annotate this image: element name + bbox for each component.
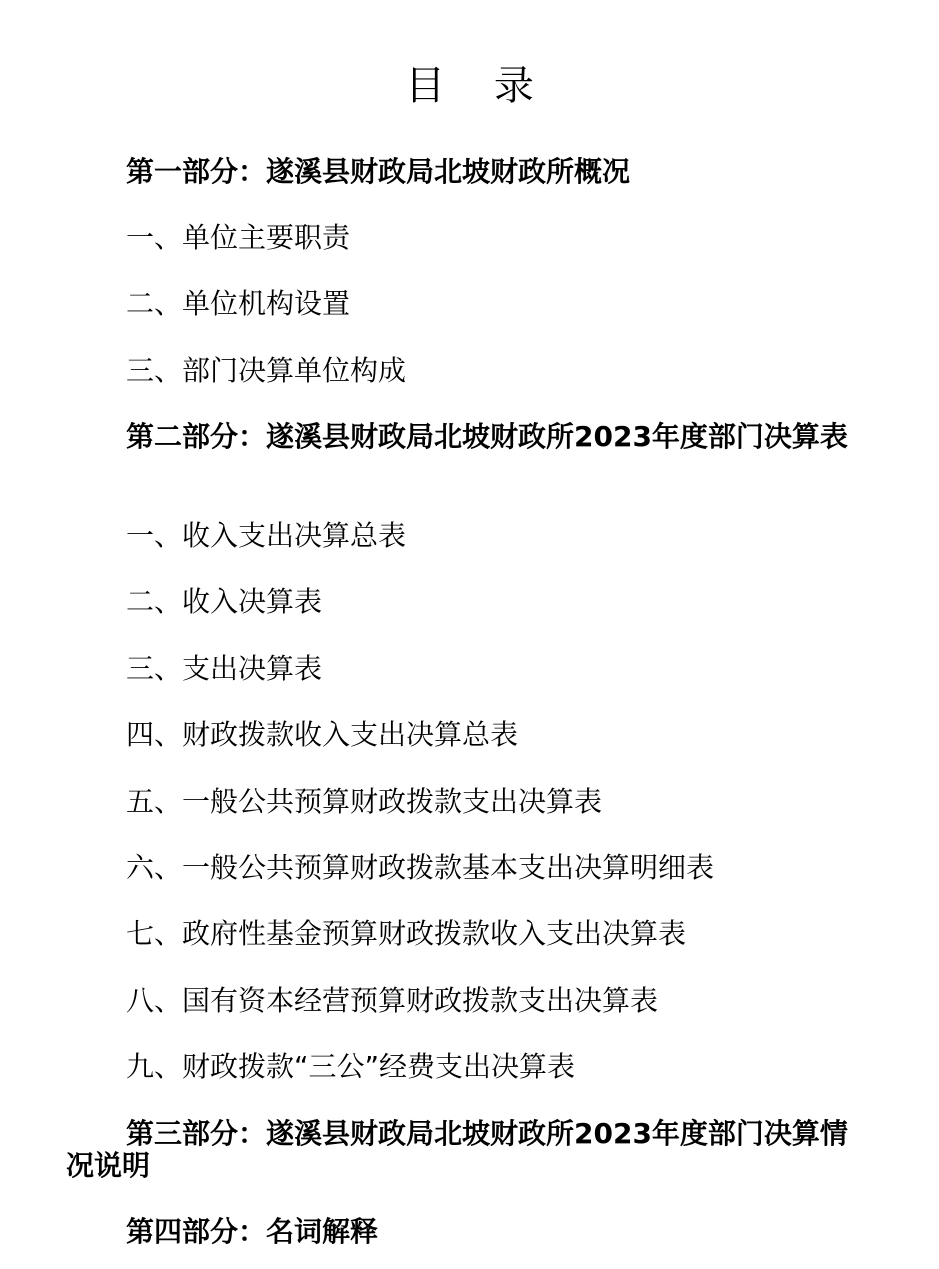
toc-item-text: 一、单位主要职责	[126, 221, 351, 254]
toc-item	[66, 1051, 856, 1083]
toc-item-text: 七、政府性基金预算财政拨款收入支出决算表	[126, 917, 687, 950]
toc-item-text: 八、国有资本经营预算财政拨款支出决算表	[126, 984, 659, 1017]
toc-item-text: 三、支出决算表	[126, 652, 323, 685]
toc-item-text: 六、一般公共预算财政拨款基本支出决算明细表	[126, 851, 715, 884]
toc-section-2: 第二部分：遂溪县财政局北坡财政所2023年度部门决算表	[126, 420, 848, 453]
toc-item-text: 九、财政拨款“三公”经费支出决算表	[126, 1050, 576, 1083]
toc-section-1-text: 第一部分：遂溪县财政局北坡财政所概况	[126, 155, 631, 188]
toc-item-text: 一、收入支出决算总表	[126, 519, 407, 552]
toc-item-text: 二、单位机构设置	[126, 287, 351, 320]
toc-item	[66, 520, 856, 552]
toc-section-4	[66, 1216, 856, 1248]
toc-item	[66, 985, 856, 1017]
toc-item	[66, 222, 856, 254]
toc-item-text: 二、收入决算表	[126, 585, 323, 618]
toc-item-text: 三、部门决算单位构成	[126, 354, 407, 387]
toc-section-1	[66, 156, 856, 188]
toc-item-text: 四、财政拨款收入支出决算总表	[126, 718, 519, 751]
toc-section-3: 第三部分：遂溪县财政局北坡财政所2023年度部门决算情况说明	[66, 1117, 848, 1182]
toc-section-4-text: 第四部分：名词解释	[126, 1215, 379, 1248]
toc-item	[66, 355, 856, 387]
toc-item	[66, 719, 856, 751]
toc-title: 目 录	[405, 63, 552, 109]
toc-item	[66, 852, 856, 884]
toc-item	[66, 653, 856, 685]
toc-item	[66, 288, 856, 320]
toc-item	[66, 586, 856, 618]
toc-item-text: 五、一般公共预算财政拨款支出决算表	[126, 785, 603, 818]
toc-item	[66, 786, 856, 818]
toc-item	[66, 918, 856, 950]
